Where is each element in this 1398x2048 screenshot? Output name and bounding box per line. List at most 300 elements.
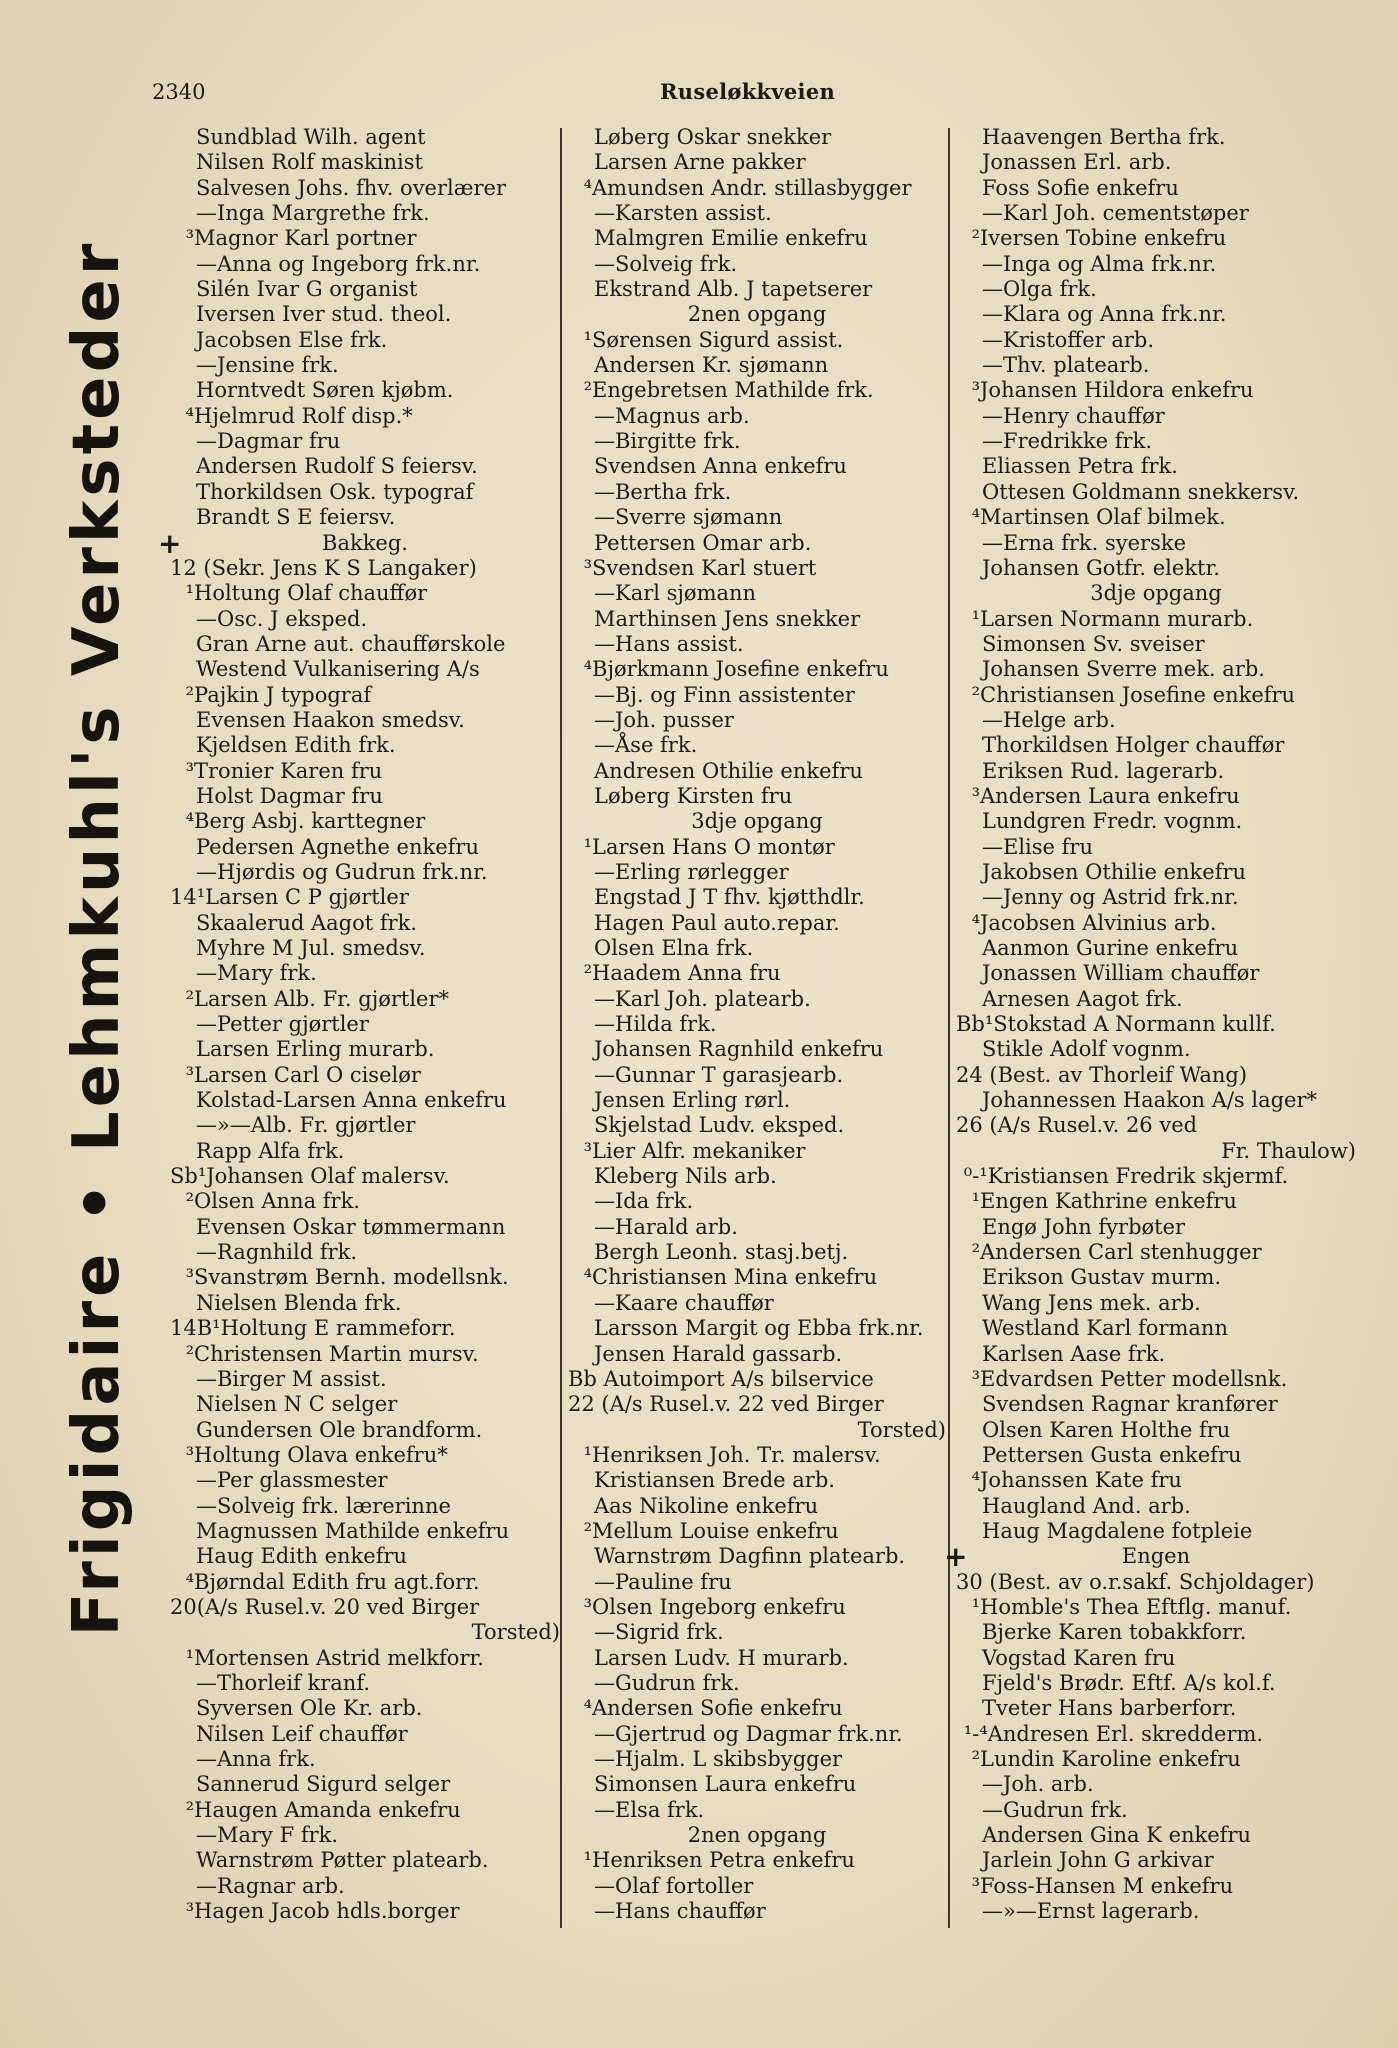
directory-entry — [568, 1468, 946, 1493]
entry-text: Arnesen Aagot frk. — [982, 986, 1183, 1011]
directory-entry — [568, 505, 946, 530]
section-heading — [568, 302, 946, 327]
entry-continuation — [568, 1418, 946, 1443]
entry-text: Haug Edith enkefru — [196, 1544, 408, 1569]
entry-text: Andersen Rudolf S feiersv. — [196, 454, 478, 479]
directory-entry — [568, 226, 946, 251]
entry-text: —Hans chauffør — [594, 1899, 766, 1924]
directory-entry — [170, 632, 560, 657]
directory-entry — [568, 581, 946, 606]
directory-entry — [956, 1646, 1356, 1671]
directory-entry — [568, 1722, 946, 1747]
entry-text: Pettersen Gusta enkefru — [982, 1442, 1242, 1467]
entry-text: Vogstad Karen fru — [982, 1645, 1176, 1670]
entry-text: Simonsen Laura enkefru — [594, 1772, 857, 1797]
directory-entry — [170, 1164, 560, 1189]
directory-entry — [956, 302, 1356, 327]
entry-text: Svendsen Ragnar kranfører — [982, 1392, 1278, 1417]
directory-entry — [170, 353, 560, 378]
entry-text: Larsson Margit og Ebba frk.nr. — [594, 1316, 924, 1341]
entry-text: —Åse frk. — [594, 733, 698, 758]
directory-entry — [956, 531, 1356, 556]
crossing-mark-icon: + — [158, 526, 182, 560]
entry-text: —Gudrun frk. — [982, 1797, 1128, 1822]
directory-entry — [170, 1899, 560, 1924]
entry-text: ¹Engen Kathrine enkefru — [971, 1189, 1237, 1214]
directory-entry — [568, 1519, 946, 1544]
entry-text: ³Svanstrøm Bernh. modellsnk. — [185, 1265, 509, 1290]
entry-text: Haugland And. arb. — [982, 1493, 1191, 1518]
entry-text: ¹Mortensen Astrid melkforr. — [185, 1645, 484, 1670]
entry-text: ³Andersen Laura enkefru — [971, 783, 1240, 808]
entry-text: —Joh. pusser — [594, 707, 734, 732]
entry-text: Warnstrøm Pøtter platearb. — [196, 1848, 489, 1873]
entry-text: 20(A/s Rusel.v. 20 ved Birger — [170, 1594, 480, 1619]
directory-entry — [568, 936, 946, 961]
directory-entry — [956, 1215, 1356, 1240]
directory-entry — [956, 1392, 1356, 1417]
directory-entry — [956, 860, 1356, 885]
directory-entry — [170, 1646, 560, 1671]
entry-text: —Inga Margrethe frk. — [196, 201, 430, 226]
directory-entry — [170, 302, 560, 327]
directory-entry — [956, 1037, 1356, 1062]
directory-entry — [956, 378, 1356, 403]
entry-text: ¹Holtung Olaf chauffør — [185, 581, 428, 606]
directory-entry — [568, 657, 946, 682]
entry-text: Hagen Paul auto.repar. — [594, 910, 840, 935]
directory-entry — [170, 201, 560, 226]
directory-entry — [956, 961, 1356, 986]
directory-entry — [170, 1012, 560, 1037]
directory-entry — [568, 1620, 946, 1645]
directory-entry — [568, 860, 946, 885]
directory-entry — [170, 1063, 560, 1088]
directory-entry — [170, 328, 560, 353]
directory-entry — [170, 454, 560, 479]
entry-text: 22 (A/s Rusel.v. 22 ved Birger — [568, 1392, 884, 1417]
directory-entry — [170, 961, 560, 986]
directory-entry — [568, 1570, 946, 1595]
entry-text: —Jensine frk. — [196, 353, 339, 378]
entry-text: Silén Ivar G organist — [196, 277, 418, 302]
directory-entry — [568, 885, 946, 910]
directory-entry — [568, 1443, 946, 1468]
directory-entry — [170, 226, 560, 251]
directory-entry — [170, 1468, 560, 1493]
directory-entry — [568, 176, 946, 201]
entry-text: —Harald arb. — [594, 1214, 738, 1239]
directory-entry — [956, 1012, 1356, 1037]
entry-text: Haug Magdalene fotpleie — [982, 1518, 1253, 1543]
entry-text: —Thv. platearb. — [982, 353, 1150, 378]
entry-text: ²Larsen Alb. Fr. gjørtler* — [185, 986, 450, 1011]
entry-text: Torsted) — [471, 1620, 560, 1645]
directory-entry — [956, 1164, 1356, 1189]
directory-entry — [568, 1037, 946, 1062]
directory-entry — [170, 1772, 560, 1797]
directory-entry — [568, 1544, 946, 1569]
entry-text: Jacobsen Else frk. — [196, 327, 388, 352]
entry-text: Andresen Othilie enkefru — [594, 758, 863, 783]
directory-entry — [956, 1772, 1356, 1797]
entry-text: Nilsen Leif chauffør — [196, 1721, 408, 1746]
directory-entry — [956, 404, 1356, 429]
entry-text: ²Mellum Louise enkefru — [583, 1518, 839, 1543]
directory-entry — [170, 1418, 560, 1443]
directory-entry — [568, 1671, 946, 1696]
entry-text: Johansen Sverre mek. arb. — [982, 657, 1265, 682]
directory-entry — [568, 1595, 946, 1620]
directory-entry — [956, 1342, 1356, 1367]
directory-entry — [170, 1342, 560, 1367]
directory-entry — [568, 404, 946, 429]
directory-entry — [956, 1113, 1356, 1138]
entry-text: —Solveig frk. — [594, 251, 738, 276]
directory-entry — [170, 936, 560, 961]
entry-text: ³Larsen Carl O ciselør — [185, 1062, 421, 1087]
directory-entry — [956, 176, 1356, 201]
entry-text: —Per glassmester — [196, 1468, 388, 1493]
entry-text: Eliassen Petra frk. — [982, 454, 1178, 479]
entry-text: Jonassen William chauffør — [982, 961, 1260, 986]
directory-entry — [568, 759, 946, 784]
directory-entry — [170, 987, 560, 1012]
directory-entry — [170, 911, 560, 936]
directory-entry — [170, 809, 560, 834]
entry-text: ¹Sørensen Sigurd assist. — [583, 327, 844, 352]
entry-text: ⁴Jacobsen Alvinius arb. — [971, 910, 1217, 935]
directory-entry — [956, 784, 1356, 809]
entry-text: Skaalerud Aagot frk. — [196, 910, 418, 935]
directory-entry — [568, 150, 946, 175]
directory-entry — [956, 1291, 1356, 1316]
entry-text: Jarlein John G arkivar — [982, 1848, 1214, 1873]
entry-text: ¹Homble's Thea Eftflg. manuf. — [971, 1594, 1292, 1619]
directory-entry — [170, 1671, 560, 1696]
entry-text: —Hilda frk. — [594, 1012, 717, 1037]
directory-entry — [170, 1088, 560, 1113]
street-crossing — [944, 1540, 1356, 1574]
entry-text: —Anna frk. — [196, 1747, 316, 1771]
directory-entry — [170, 835, 560, 860]
directory-entry — [568, 1747, 946, 1772]
entry-text: —Kaare chauffør — [594, 1290, 774, 1315]
entry-text: Brandt S E feiersv. — [196, 505, 396, 530]
entry-text: —Klara og Anna frk.nr. — [982, 302, 1227, 327]
directory-entry — [956, 1620, 1356, 1645]
directory-entry — [956, 353, 1356, 378]
entry-text: ⁴Amundsen Andr. stillasbygger — [583, 175, 912, 200]
directory-entry — [170, 733, 560, 758]
entry-text: Bjerke Karen tobakkforr. — [982, 1620, 1247, 1645]
entry-text: Fjeld's Brødr. Eftf. A/s kol.f. — [982, 1670, 1276, 1695]
directory-column-2 — [568, 125, 946, 1924]
side-advertisement-text: Frigidaire • Lehmkuhl's Verksteder — [60, 239, 134, 1637]
entry-text: ³Lier Alfr. mekaniker — [583, 1138, 806, 1163]
directory-entry — [956, 987, 1356, 1012]
directory-entry — [956, 1468, 1356, 1493]
directory-column-1 — [158, 125, 560, 1924]
entry-text: —Gudrun frk. — [594, 1670, 740, 1695]
directory-entry — [956, 1443, 1356, 1468]
directory-entry — [170, 1240, 560, 1265]
directory-entry — [956, 480, 1356, 505]
entry-text: Marthinsen Jens snekker — [594, 606, 861, 631]
entry-text: ³Olsen Ingeborg enkefru — [583, 1594, 846, 1619]
directory-column-3 — [944, 125, 1356, 1924]
directory-entry — [170, 1570, 560, 1595]
entry-text: Ekstrand Alb. J tapetserer — [594, 277, 873, 302]
entry-text: —Dagmar fru — [196, 429, 341, 454]
entry-text: —Erling rørlegger — [594, 859, 789, 884]
entry-text: —Elsa frk. — [594, 1797, 705, 1822]
entry-text: ²Iversen Tobine enkefru — [971, 226, 1227, 251]
directory-entry — [568, 1291, 946, 1316]
directory-entry — [568, 1113, 946, 1138]
entry-text: Bb¹Stokstad A Normann kullf. — [956, 1012, 1276, 1037]
entry-text: —Birger M assist. — [196, 1366, 387, 1391]
entry-text: Sb¹Johansen Olaf malersv. — [170, 1164, 450, 1189]
entry-text: ¹Henriksen Joh. Tr. malersv. — [583, 1442, 881, 1467]
directory-entry — [170, 581, 560, 606]
directory-entry — [568, 429, 946, 454]
directory-entry — [170, 1113, 560, 1138]
entry-text: 26 (A/s Rusel.v. 26 ved — [956, 1113, 1198, 1138]
entry-text: —Ida frk. — [594, 1189, 694, 1214]
directory-entry — [956, 1696, 1356, 1721]
entry-text: —Erna frk. syerske — [982, 530, 1187, 555]
entry-text: Torsted) — [857, 1417, 946, 1442]
directory-entry — [568, 1798, 946, 1823]
entry-text: Larsen Arne pakker — [594, 150, 806, 175]
entry-text: Bergh Leonh. stasj.betj. — [594, 1240, 849, 1265]
entry-text: ¹Larsen Hans O montør — [583, 834, 835, 859]
entry-text: —Osc. J eksped. — [196, 606, 368, 631]
directory-entry — [956, 1519, 1356, 1544]
entry-text: Wang Jens mek. arb. — [982, 1290, 1201, 1315]
directory-entry — [170, 556, 560, 581]
directory-entry — [568, 1265, 946, 1290]
side-advertisement — [40, 138, 155, 1738]
directory-entry — [170, 480, 560, 505]
entry-text: Løberg Oskar snekker — [594, 125, 832, 149]
entry-text: ¹Larsen Normann murarb. — [971, 606, 1254, 631]
entry-text: Kristiansen Brede arb. — [594, 1468, 835, 1493]
entry-text: Engstad J T fhv. kjøtthdlr. — [594, 885, 865, 910]
directory-entry — [568, 708, 946, 733]
entry-text: Erikson Gustav murm. — [982, 1265, 1222, 1290]
entry-text: Salvesen Johs. fhv. overlærer — [196, 175, 506, 200]
directory-entry — [956, 885, 1356, 910]
entry-text: ⁴Christiansen Mina enkefru — [583, 1265, 878, 1290]
entry-text: ⁴Johanssen Kate fru — [971, 1468, 1182, 1493]
directory-entry — [956, 125, 1356, 150]
entry-text: —Petter gjørtler — [196, 1012, 369, 1037]
entry-text: ⁴Hjelmrud Rolf disp.* — [185, 403, 413, 428]
entry-text: Westend Vulkanisering A/s — [196, 657, 480, 682]
entry-text: —Mary F frk. — [196, 1823, 339, 1848]
directory-entry — [170, 1316, 560, 1341]
entry-text: ³Edvardsen Petter modellsnk. — [971, 1366, 1288, 1391]
directory-entry — [956, 759, 1356, 784]
directory-entry — [568, 1088, 946, 1113]
entry-text: Rapp Alfa frk. — [196, 1138, 345, 1163]
directory-entry — [568, 1848, 946, 1873]
directory-entry — [568, 1392, 946, 1417]
entry-text: ³Johansen Hildora enkefru — [971, 378, 1254, 403]
directory-entry — [956, 683, 1356, 708]
running-head: Ruseløkkveien — [660, 79, 836, 104]
entry-text: Jensen Harald gassarb. — [594, 1341, 843, 1366]
entry-text: ²Olsen Anna frk. — [185, 1189, 360, 1214]
directory-entry — [568, 1164, 946, 1189]
directory-entry — [170, 1874, 560, 1899]
entry-text: Johansen Gotfr. elektr. — [982, 555, 1220, 580]
entry-text: —Hjørdis og Gudrun frk.nr. — [196, 859, 488, 884]
entry-text: ⁰‑¹Kristiansen Fredrik skjermf. — [963, 1164, 1289, 1189]
entry-text: ³Hagen Jacob hdls.borger — [185, 1899, 460, 1924]
entry-text: —Joh. arb. — [982, 1772, 1094, 1797]
directory-entry — [170, 1291, 560, 1316]
directory-entry — [568, 1139, 946, 1164]
entry-text: ²Lundin Karoline enkefru — [971, 1747, 1241, 1771]
entry-text: Aanmon Gurine enkefru — [982, 936, 1239, 960]
entry-text: Engø John fyrbøter — [982, 1214, 1186, 1239]
entry-text: —Gjertrud og Dagmar frk.nr. — [594, 1721, 903, 1746]
column-rule — [948, 128, 950, 1928]
entry-text: Fr. Thaulow) — [1221, 1138, 1356, 1163]
entry-text: —Helge arb. — [982, 707, 1116, 732]
entry-text: Jonassen Erl. arb. — [982, 150, 1172, 175]
entry-text: —Olaf fortoller — [594, 1873, 754, 1898]
directory-entry — [956, 809, 1356, 834]
directory-entry — [568, 1874, 946, 1899]
section-heading — [568, 809, 946, 834]
directory-entry — [170, 150, 560, 175]
directory-entry — [170, 1595, 560, 1620]
entry-text: —Magnus arb. — [594, 403, 750, 428]
entry-text: Larsen Ludv. H murarb. — [594, 1645, 849, 1670]
directory-entry — [170, 657, 560, 682]
directory-entry — [956, 1088, 1356, 1113]
directory-entry — [568, 607, 946, 632]
entry-text: —Karl Joh. cementstøper — [982, 201, 1249, 226]
entry-text: —»—Ernst lagerarb. — [982, 1899, 1200, 1924]
directory-entry — [956, 708, 1356, 733]
entry-text: ²Haugen Amanda enkefru — [185, 1797, 461, 1822]
directory-entry — [170, 708, 560, 733]
directory-entry — [568, 480, 946, 505]
entry-text: Skjelstad Ludv. eksped. — [594, 1113, 845, 1138]
entry-text: Evensen Haakon smedsv. — [196, 707, 465, 732]
directory-entry — [956, 429, 1356, 454]
directory-entry — [956, 150, 1356, 175]
directory-entry — [170, 1189, 560, 1214]
directory-entry — [170, 607, 560, 632]
entry-text: Sundblad Wilh. agent — [196, 125, 426, 149]
entry-text: ²Christiansen Josefine enkefru — [971, 682, 1296, 707]
directory-entry — [956, 1570, 1356, 1595]
directory-entry — [956, 1874, 1356, 1899]
directory-entry — [956, 1899, 1356, 1924]
entry-text: Syversen Ole Kr. arb. — [196, 1696, 423, 1721]
directory-entry — [568, 454, 946, 479]
directory-entry — [568, 911, 946, 936]
directory-entry — [956, 936, 1356, 961]
directory-entry — [956, 1722, 1356, 1747]
directory-entry — [568, 328, 946, 353]
directory-entry — [568, 1494, 946, 1519]
entry-text: Kleberg Nils arb. — [594, 1164, 777, 1189]
directory-entry — [956, 632, 1356, 657]
directory-entry — [956, 201, 1356, 226]
entry-text: ¹‑⁴Andresen Erl. skredderm. — [963, 1721, 1264, 1746]
entry-text: Svendsen Anna enkefru — [594, 454, 847, 479]
entry-text: —Ragnhild frk. — [196, 1240, 358, 1265]
entry-text: 24 (Best. av Thorleif Wang) — [956, 1062, 1248, 1087]
crossing-mark-icon: + — [944, 1540, 968, 1574]
entry-text: —Solveig frk. lærerinne — [196, 1493, 451, 1518]
entry-text: —Jenny og Astrid frk.nr. — [982, 885, 1239, 910]
entry-text: —»—Alb. Fr. gjørtler — [196, 1113, 416, 1138]
directory-entry — [568, 987, 946, 1012]
entry-text: —Henry chauffør — [982, 403, 1165, 428]
entry-text: —Birgitte frk. — [594, 429, 741, 454]
directory-entry — [956, 657, 1356, 682]
directory-entry — [956, 1671, 1356, 1696]
directory-entry — [170, 1544, 560, 1569]
directory-entry — [170, 1392, 560, 1417]
directory-entry — [568, 201, 946, 226]
directory-entry — [568, 1696, 946, 1721]
directory-entry — [170, 885, 560, 910]
entry-text: —Anna og Ingeborg frk.nr. — [196, 251, 481, 276]
directory-entry — [170, 1494, 560, 1519]
directory-entry — [568, 1342, 946, 1367]
entry-text: Olsen Elna frk. — [594, 936, 754, 960]
entry-text: Horntvedt Søren kjøbm. — [196, 378, 454, 403]
entry-text: Magnussen Mathilde enkefru — [196, 1518, 510, 1543]
entry-text: Bb Autoimport A/s bilservice — [568, 1366, 874, 1391]
directory-entry — [568, 1215, 946, 1240]
entry-text: Gundersen Ole brandform. — [196, 1417, 483, 1442]
directory-entry — [956, 252, 1356, 277]
entry-text: ⁴Berg Asbj. karttegner — [185, 809, 426, 834]
directory-entry — [568, 252, 946, 277]
entry-text: ²Haadem Anna fru — [583, 961, 781, 986]
entry-text: —Inga og Alma frk.nr. — [982, 251, 1217, 276]
entry-text: ⁴Bjørkmann Josefine enkefru — [583, 657, 889, 682]
entry-text: 2nen opgang — [687, 1823, 827, 1848]
entry-text: —Bj. og Finn assistenter — [594, 682, 855, 707]
section-heading — [568, 1823, 946, 1848]
entry-text: ³Foss-Hansen M enkefru — [971, 1873, 1234, 1898]
directory-entry — [170, 1722, 560, 1747]
entry-text: Johansen Ragnhild enkefru — [594, 1037, 884, 1062]
entry-text: Johannessen Haakon A/s lager* — [982, 1088, 1318, 1113]
entry-text: Pedersen Agnethe enkefru — [196, 834, 479, 859]
directory-entry — [568, 835, 946, 860]
entry-text: 14B¹Holtung E rammeforr. — [170, 1316, 456, 1341]
entry-text: Nilsen Rolf maskinist — [196, 150, 423, 175]
directory-entry — [170, 860, 560, 885]
directory-entry — [568, 277, 946, 302]
directory-entry — [956, 1367, 1356, 1392]
entry-text: ²Pajkin J typograf — [185, 682, 372, 707]
directory-entry — [956, 454, 1356, 479]
entry-text: Tveter Hans barberforr. — [982, 1696, 1237, 1721]
